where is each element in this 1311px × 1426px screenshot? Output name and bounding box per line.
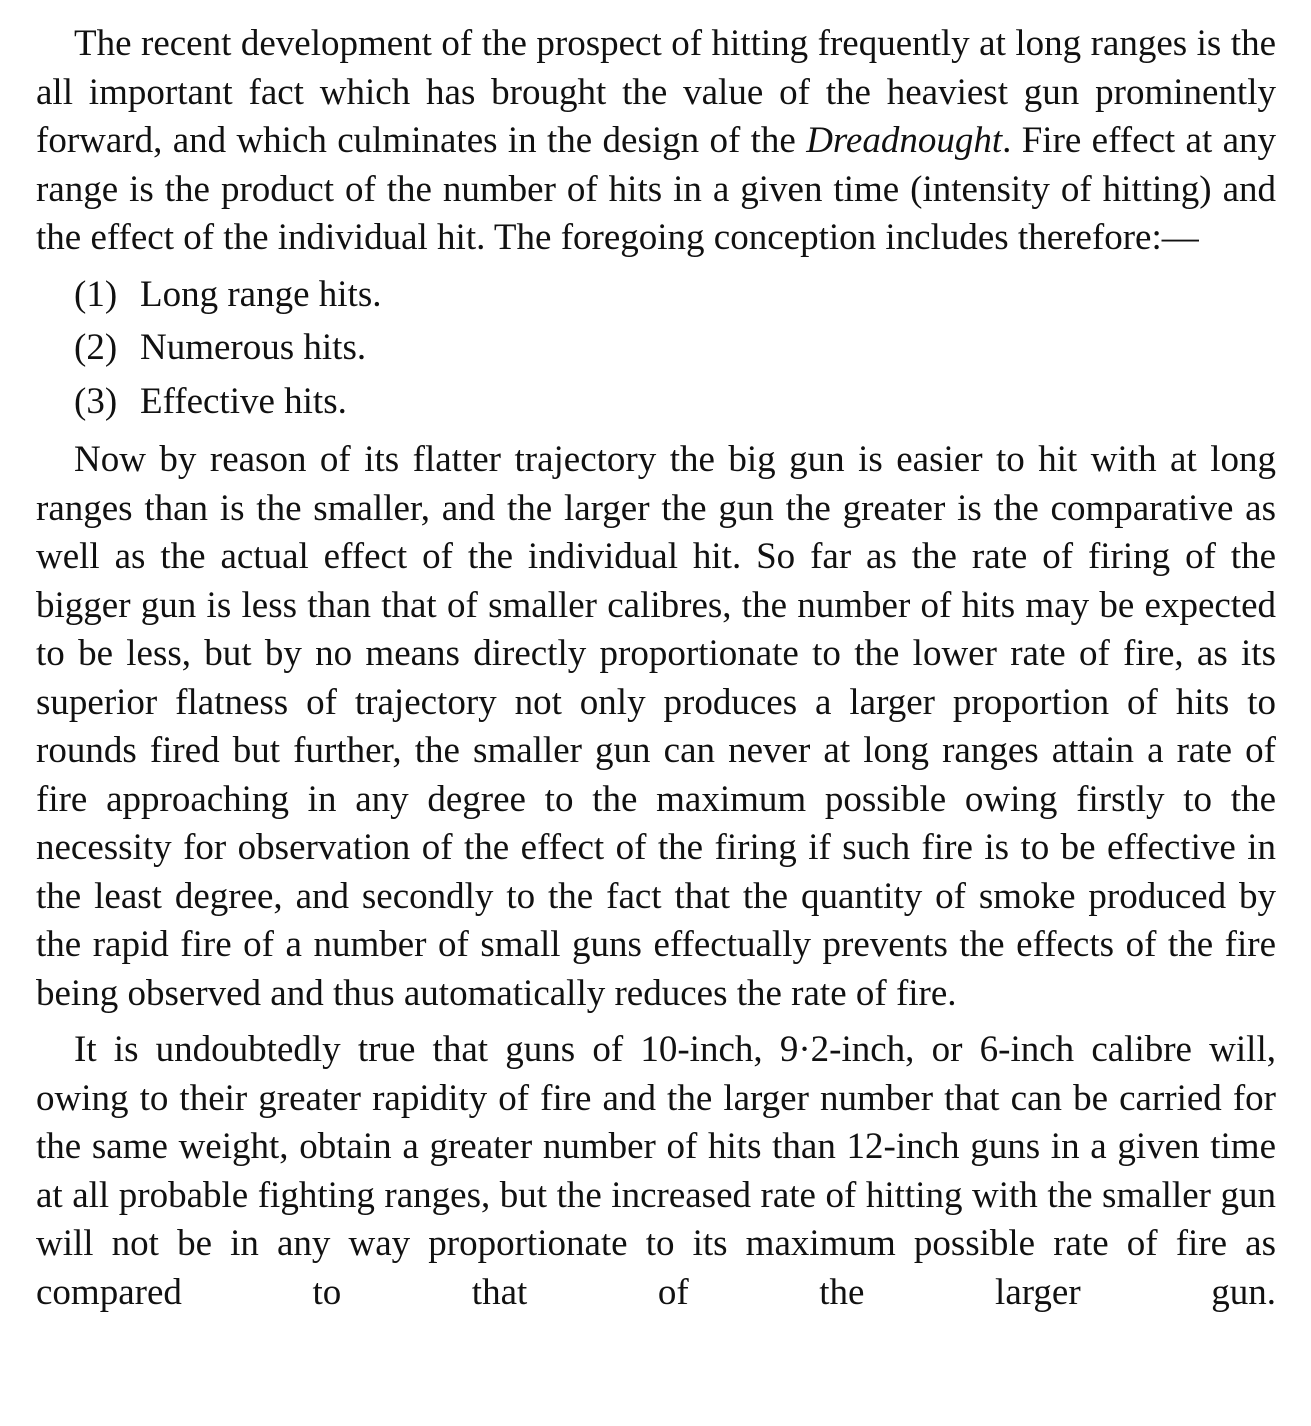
list-item-text: Numerous hits. bbox=[140, 327, 367, 368]
paragraph-intro-text-start: The recent development of the prospect of hitting frequently at long ranges is the all important fact which has brought the value of the heaviest gun prominently forward, and which culminates in the design of the bbox=[36, 23, 1276, 161]
paragraph-intro-text-end: . Fire effect at any range is the product of the number of hits in a given time (intensity of hitting) and the effect of the individual hit. The foregoing conception includes therefore:— bbox=[36, 120, 1277, 258]
list-item-text: Effective hits. bbox=[140, 380, 347, 422]
list-item-number: (2) bbox=[74, 327, 118, 368]
ship-name-italic: Dreadnought bbox=[806, 120, 1003, 161]
list-item bbox=[74, 378, 1276, 427]
hit-types-list bbox=[36, 271, 1276, 427]
paragraph-intro bbox=[36, 20, 1276, 263]
paragraph-calibre: It is undoubtedly true that guns of 10-inch, 9·2-inch, or 6-inch calibre will, owing to their greater rapidity of fire and the larger number that can be carried for the same weight, obtain a greater number of hits than 12-inch guns in a given time at all probable fighting ranges, but the increased rate of hitting with the smaller gun will not be in any way proportionate to its maximum possible rate of fire as compared to that of the larger gun. bbox=[36, 1029, 1276, 1313]
paragraph-trajectory: Now by reason of its flatter trajectory the big gun is easier to hit with at long ranges than is the smaller, and the larger the gun the greater is the comparative as well as the actual effect of the individual hit. So far as the rate of firing of the bigger gun is less than that of smaller calibres, the number of hits may be expected to be less, but by no means directly proportionate to the lower rate of fire, as its superior flatness of trajectory not only produces a larger proportion of hits to rounds fired but further, the smaller gun can never at long ranges attain a rate of fire approaching in any degree to the maximum possible owing firstly to the necessity for observation of the effect of the firing if such fire is to be effective in the least degree, and secondly to the fact that the quantity of smoke produced by the rapid fire of a number of small guns effectually prevents the effects of the fire being observed and thus automatically reduces the rate of fire. bbox=[36, 439, 1276, 1014]
document-page bbox=[36, 20, 1276, 1317]
list-item bbox=[74, 324, 1276, 373]
list-item bbox=[74, 271, 1276, 320]
list-item-number: (3) bbox=[74, 380, 118, 422]
list-item-number: (1) bbox=[74, 273, 118, 315]
list-item-text: Long range hits. bbox=[140, 273, 382, 315]
